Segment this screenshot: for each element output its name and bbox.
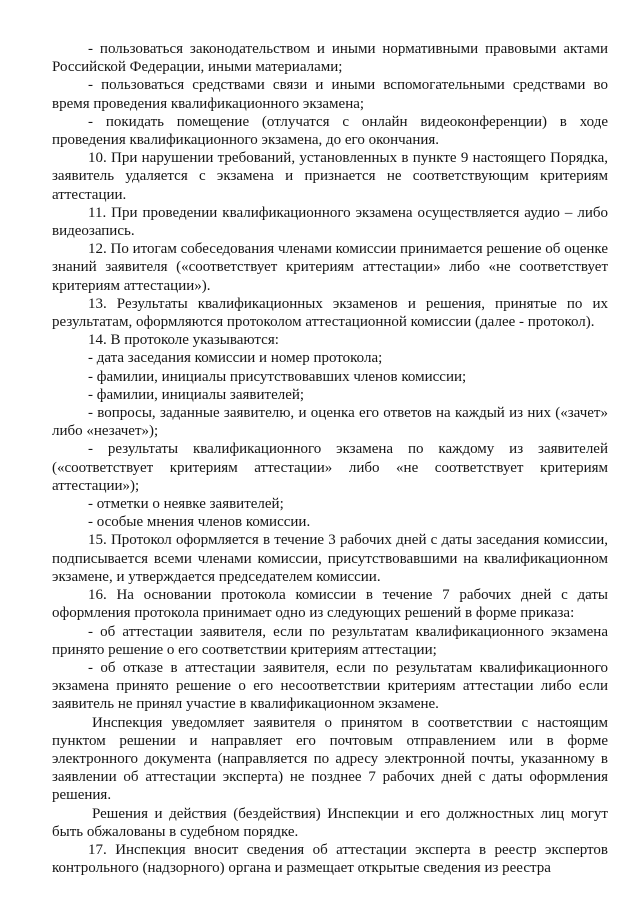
paragraph: - пользоваться средствами связи и иными вспомогательными средствами во время проведения квалификационного экзамена;	[52, 77, 608, 112]
paragraph: 11. При проведении квалификационного экзамена осуществляется аудио – либо видеозапись.	[52, 204, 608, 240]
paragraph: 16. На основании протокола комиссии в течение 7 рабочих дней с даты оформления протокола принимает одно из следующих решений в форме приказа:	[52, 587, 608, 622]
paragraph: Инспекция уведомляет заявителя о принятом в соответствии с настоящим пунктом решении и направляет его почтовым отправлением или в форме электронного документа (направляется по адресу электронной почты, указанному в заявлении об аттестации эксперта) не позднее 7 рабочих дней с даты оформления решения.	[52, 714, 608, 804]
paragraph: 10. При нарушении требований, установленных в пункте 9 настоящего Порядка, заявитель удаляется с экзамена и признается не соответствующим критериям аттестации.	[52, 150, 608, 203]
list-item: - дата заседания комиссии и номер протокола;	[88, 350, 383, 367]
list-item: - результаты квалификационного экзамена по каждому из заявителей («соответствует критериям аттестации» либо «не соответствует критериям аттестации»);	[52, 441, 608, 494]
document-page	[52, 40, 608, 877]
list-item: - фамилии, инициалы заявителей;	[88, 386, 305, 403]
paragraph: 14. В протоколе указываются:	[88, 332, 279, 349]
list-item: - фамилии, инициалы присутствовавших членов комиссии;	[88, 368, 467, 385]
list-item: - об аттестации заявителя, если по результатам квалификационного экзамена принято решение о его соответствии критериям аттестации;	[52, 623, 608, 658]
paragraph: 15. Протокол оформляется в течение 3 рабочих дней с даты заседания комиссии, подписывается всеми членами комиссии, присутствовавшими на квалификационном экзамене, и утверждается председателем комиссии.	[52, 532, 608, 585]
list-item: - отметки о неявке заявителей;	[88, 496, 284, 513]
paragraph: - покидать помещение (отлучатся с онлайн видеоконференции) в ходе проведения квалификационного экзамена, до его окончания.	[52, 113, 608, 149]
list-item: - об отказе в аттестации заявителя, если по результатам квалификационного экзамена принято решение о его несоответствии критериям аттестации либо если заявитель не принял участие в квалификационном экзамене.	[52, 659, 608, 713]
paragraph: 13. Результаты квалификационных экзаменов и решения, принятые по их результатам, оформляются протоколом аттестационной комиссии (далее - протокол).	[52, 295, 608, 331]
paragraph: Решения и действия (бездействия) Инспекции и его должностных лиц могут быть обжалованы в судебном порядке.	[52, 805, 608, 840]
paragraph: 17. Инспекция вносит сведения об аттестации эксперта в реестр экспертов контрольного (надзорного) органа и размещает открытые сведения из реестра	[52, 841, 608, 877]
paragraph: - пользоваться законодательством и иными нормативными правовыми актами Российской Федерации, иными материалами;	[52, 41, 608, 76]
list-item: - особые мнения членов комиссии.	[88, 514, 311, 531]
list-item: - вопросы, заданные заявителю, и оценка его ответов на каждый из них («зачет» либо «незачет»);	[52, 405, 608, 440]
paragraph: 12. По итогам собеседования членами комиссии принимается решение об оценке знаний заявителя («соответствует критериям аттестации» либо «не соответствует критериям аттестации»).	[52, 241, 608, 294]
